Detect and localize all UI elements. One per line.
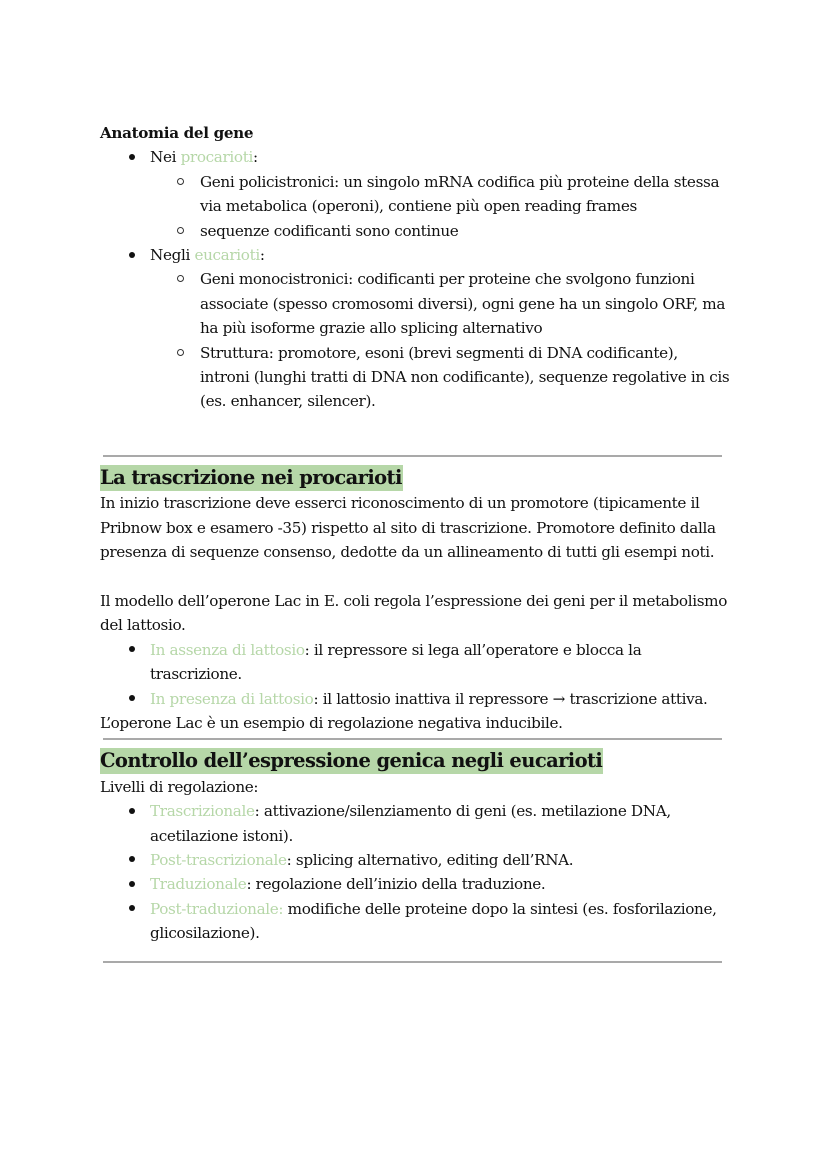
list-item <box>100 848 730 872</box>
bullet-list <box>100 638 730 711</box>
item-prefix: Negli <box>150 246 195 265</box>
bullet-dot-icon <box>126 687 138 711</box>
bullet-dot-icon <box>126 897 138 921</box>
sub-item-text: Struttura: promotore, esoni (brevi segmenti di DNA codificante), introni (lunghi tratti di DNA non codificante), sequenze regolative in cis (es. enhancer, silencer). <box>200 343 730 411</box>
list-item <box>100 687 730 711</box>
document-page <box>100 121 730 963</box>
highlight-term: procarioti <box>180 148 253 167</box>
highlight-term: eucarioti <box>194 246 260 265</box>
paragraph-operone-lac: Il modello dell’operone Lac in E. coli regola l’espressione dei geni per il metabolismo del lattosio. <box>100 591 728 635</box>
highlight-term: Traduzionale <box>150 875 247 894</box>
bullet-dot-icon <box>126 848 138 872</box>
bullet-circle-icon <box>174 341 186 365</box>
sub-list-item <box>100 170 730 219</box>
highlight-term: Post-traduzionale: <box>150 899 284 918</box>
bullet-dot-icon <box>126 243 138 267</box>
item-prefix: Nei <box>150 148 181 167</box>
section-controllo-eucarioti <box>100 748 730 945</box>
sub-list-item <box>100 341 730 414</box>
item-text: modifiche delle proteine dopo la sintesi (es. fosforilazione, glicosilazione). <box>150 899 717 943</box>
paragraph-conclusion: L’operone Lac è un esempio di regolazione negativa inducibile. <box>100 713 563 732</box>
list-item <box>100 799 730 848</box>
bullet-dot-icon <box>126 799 138 823</box>
list-item <box>100 872 730 896</box>
bullet-circle-icon <box>174 267 186 291</box>
item-text: : splicing alternativo, editing dell’RNA. <box>286 850 574 869</box>
bullet-dot-icon <box>126 638 138 662</box>
item-suffix: : <box>252 148 258 167</box>
bullet-dot-icon <box>126 872 138 896</box>
item-text: : il lattosio inattiva il repressore → trascrizione attiva. <box>313 689 708 708</box>
section-heading: Controllo dell’espressione genica negli eucarioti <box>100 749 603 773</box>
bullet-dot-icon <box>126 145 138 169</box>
list-item-procarioti <box>100 145 730 243</box>
list-item-eucarioti <box>100 243 730 414</box>
sub-item-text: Geni policistronici: un singolo mRNA codifica più proteine della stessa via metabolica (operoni), contiene più open reading frames <box>200 172 720 216</box>
section-trascrizione-procarioti <box>100 465 730 735</box>
list-item <box>100 638 730 687</box>
list-item <box>100 897 730 946</box>
bullet-list <box>100 145 730 413</box>
highlight-term: In presenza di lattosio <box>150 689 314 708</box>
item-suffix: : <box>259 246 265 265</box>
paragraph-promotore: In inizio trascrizione deve esserci riconoscimento di un promotore (tipicamente il Pribnow box e esamero -35) rispetto al sito di trascrizione. Promotore definito dalla presenza di sequenze consenso, dedotte da un allineamento di tutti gli esempi noti. <box>100 494 716 562</box>
sub-bullet-list <box>100 267 730 413</box>
sub-bullet-list <box>100 170 730 243</box>
section-title: Anatomia del gene <box>100 124 254 142</box>
highlight-term: Post-trascrizionale <box>150 850 287 869</box>
sub-list-item <box>100 267 730 340</box>
section-heading: La trascrizione nei procarioti <box>100 465 402 489</box>
item-text: : regolazione dell’inizio della traduzione. <box>246 875 546 894</box>
paragraph-intro: Livelli di regolazione: <box>100 777 259 796</box>
item-text: : attivazione/silenziamento di geni (es. metilazione DNA, acetilazione istoni). <box>150 802 671 845</box>
sub-list-item <box>100 219 730 243</box>
highlight-term: Trascrizionale <box>150 802 255 821</box>
sub-item-text: Geni monocistronici: codificanti per proteine che svolgono funzioni associate (spesso cromosomi diversi), ogni gene ha un singolo ORF, ma ha più isoforme grazie allo splicing alternativo <box>200 270 726 338</box>
bullet-list <box>100 799 730 945</box>
sub-item-text: sequenze codificanti sono continue <box>200 221 459 240</box>
horizontal-rule <box>103 961 722 963</box>
item-text: : il repressore si lega all’operatore e blocca la trascrizione. <box>150 640 642 684</box>
section-anatomia-del-gene <box>100 121 730 414</box>
bullet-circle-icon <box>174 170 186 194</box>
highlight-term: In assenza di lattosio <box>150 640 305 659</box>
bullet-circle-icon <box>174 219 186 243</box>
